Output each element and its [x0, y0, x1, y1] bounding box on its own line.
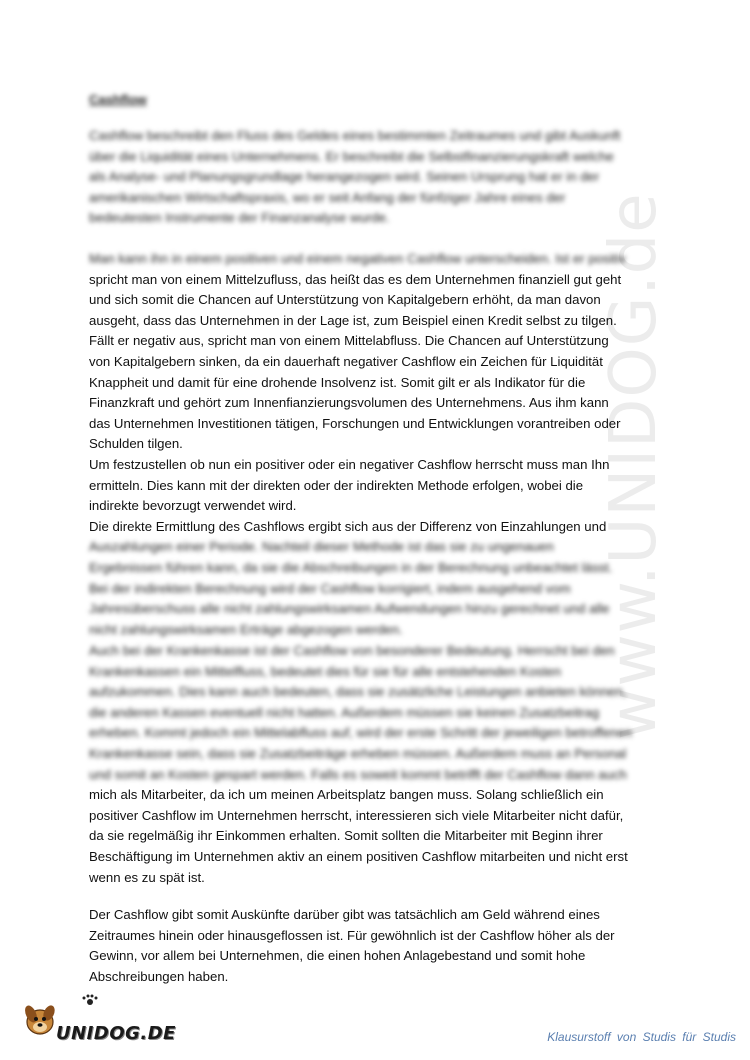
text-line: die anderen Kassen eventuell nicht hatten. Außerdem müssen sie keinen Zusatzbeitrag [89, 704, 600, 720]
text-line: ausgeht, dass das Unternehmen in der Lage ist, zum Beispiel einen Kredit selbst zu tilgen. [89, 312, 617, 328]
text-line: mich als Mitarbeiter, da ich um meinen Arbeitsplatz bangen muss. Solang schließlich ein [89, 787, 604, 803]
text-line: als Analyse- und Planungsgrundlage herangezogen wird. Seinen Ursprung hat er in der [89, 169, 600, 185]
logo-text: UNIDOG.DE [56, 1023, 176, 1044]
text-line: Schulden tilgen. [89, 436, 183, 452]
text-line: Beschäftigung im Unternehmen aktiv an einem positiven Cashflow mitarbeiten und nicht erst [89, 848, 628, 864]
text-line: nicht zahlungswirksamen Erträge abgezogen werden. [89, 621, 403, 637]
text-line: erheben. Kommt jedoch ein Mittelabfluss auf, wird der erste Schritt der jeweiligen betroffenen [89, 725, 632, 741]
text-line: ermitteln. Dies kann mit der direkten oder der indirekten Methode erfolgen, wobei die [89, 477, 584, 493]
document-title: Cashflow [89, 92, 147, 107]
text-line: spricht man von einem Mittelzufluss, das heißt das es dem Unternehmen finanziell gut geht [89, 271, 622, 287]
text-line: Krankenkasse sein, dass sie Zusatzbeiträge erheben müssen. Außerdem muss an Personal [89, 745, 627, 761]
text-line: indirekte bevorzugt verwendet wird. [89, 498, 297, 514]
paragraph-conclusion [89, 905, 649, 987]
text-line: Fällt er negativ aus, spricht man von einem Mittelabfluss. Die Chancen auf Unterstützung [89, 333, 609, 349]
text-line: Ergebnissen führen kann, da sie die Abschreibungen in der Berechnung unbeachtet lässt. [89, 559, 613, 575]
text-line: von Kapitalgebern sinken, da ein dauerhaft negativer Cashflow ein Zeichen für Liquidität [89, 353, 603, 369]
text-line: Gewinn, vor allem bei Unternehmen, die einen hohen Anlagebestand und somit hohe [89, 948, 586, 964]
text-line: Man kann ihn in einem positiven und einem negativen Cashflow unterscheiden. Ist er positiv [89, 251, 626, 266]
text-line: Finanzkraft und gehört zum Innenfianzierungsvolumen des Unternehmens. Aus ihm kann [89, 395, 609, 411]
footer-tagline: Klausurstoff von Studis für Studis [547, 1030, 736, 1044]
text-line: bedeutesten Instrumente der Finanzanalyse wurde. [89, 210, 390, 226]
text-line: Krankenkassen ein Mittelfluss, bedeutet dies für sie für alle entstehenden Kosten [89, 663, 562, 679]
text-line: wenn es zu spät ist. [89, 869, 205, 885]
text-line: Abschreibungen haben. [89, 968, 229, 984]
text-line: Um festzustellen ob nun ein positiver oder ein negativer Cashflow herrscht muss man Ihn [89, 456, 610, 472]
text-line: positiver Cashflow im Unternehmen herrscht, interessieren sich viele Mitarbeiter nicht dafür, [89, 807, 624, 823]
text-line: aufzukommen. Dies kann auch bedeuten, dass sie zusätzliche Leistungen anbieten können, [89, 684, 627, 700]
text-line: Auch bei der Krankenkasse ist der Cashflow von besonderer Bedeutung. Herrscht bei den [89, 643, 615, 658]
text-line: und sich somit die Chancen auf Unterstützung von Kapitalgebern erhöht, da man davon [89, 292, 601, 308]
text-line: Auszahlungen einer Periode. Nachteil dieser Methode ist das sie zu ungenauen [89, 539, 554, 555]
text-line: Zeitraumes hinein oder hinausgeflossen ist. Für gewöhnlich ist der Cashflow höher als der [89, 927, 615, 943]
text-line: Cashflow beschreibt den Fluss des Geldes eines bestimmten Zeitraumes und gibt Auskunft [89, 128, 621, 143]
paragraph-positive-negative [89, 249, 649, 640]
text-line: Bei der indirekten Berechnung wird der Cashflow korrigiert, indem ausgehend vom [89, 580, 571, 596]
text-line: Der Cashflow gibt somit Auskünfte darüber gibt was tatsächlich am Geld während eines [89, 907, 600, 922]
text-line: Die direkte Ermittlung des Cashflows ergibt sich aus der Differenz von Einzahlungen und [89, 518, 607, 534]
text-line: und somit an Kosten gespart werden. Falls es soweit kommt betrifft der Cashflow dann auch [89, 766, 627, 782]
paragraph-health-insurance [89, 641, 649, 888]
text-line: über die Liquidität eines Unternehmens. Er beschreibt die Selbstfinanzierungskraft welche [89, 148, 614, 164]
text-line: Knappheit und damit für eine drohende Insolvenz ist. Somit gilt er als Indikator für die [89, 374, 586, 390]
paragraph-intro [89, 126, 649, 229]
watermark: www.UNIDOG.de [597, 192, 671, 740]
text-line: Jahresüberschuss alle nicht zahlungswirksamen Aufwendungen hinzu gerechnet und alle [89, 601, 610, 617]
text-line: amerikanischen Wirtschaftspraxis, wo er seit Anfang der fünfziger Jahre eines der [89, 189, 566, 205]
text-line: da sie regelmäßig ihr Einkommen erhalten. Somit sollten die Mitarbeiter mit Beginn ihrer [89, 828, 603, 844]
text-line: das Unternehmen Investitionen tätigen, Forschungen und Entwicklungen vorantreiben oder [89, 415, 621, 431]
